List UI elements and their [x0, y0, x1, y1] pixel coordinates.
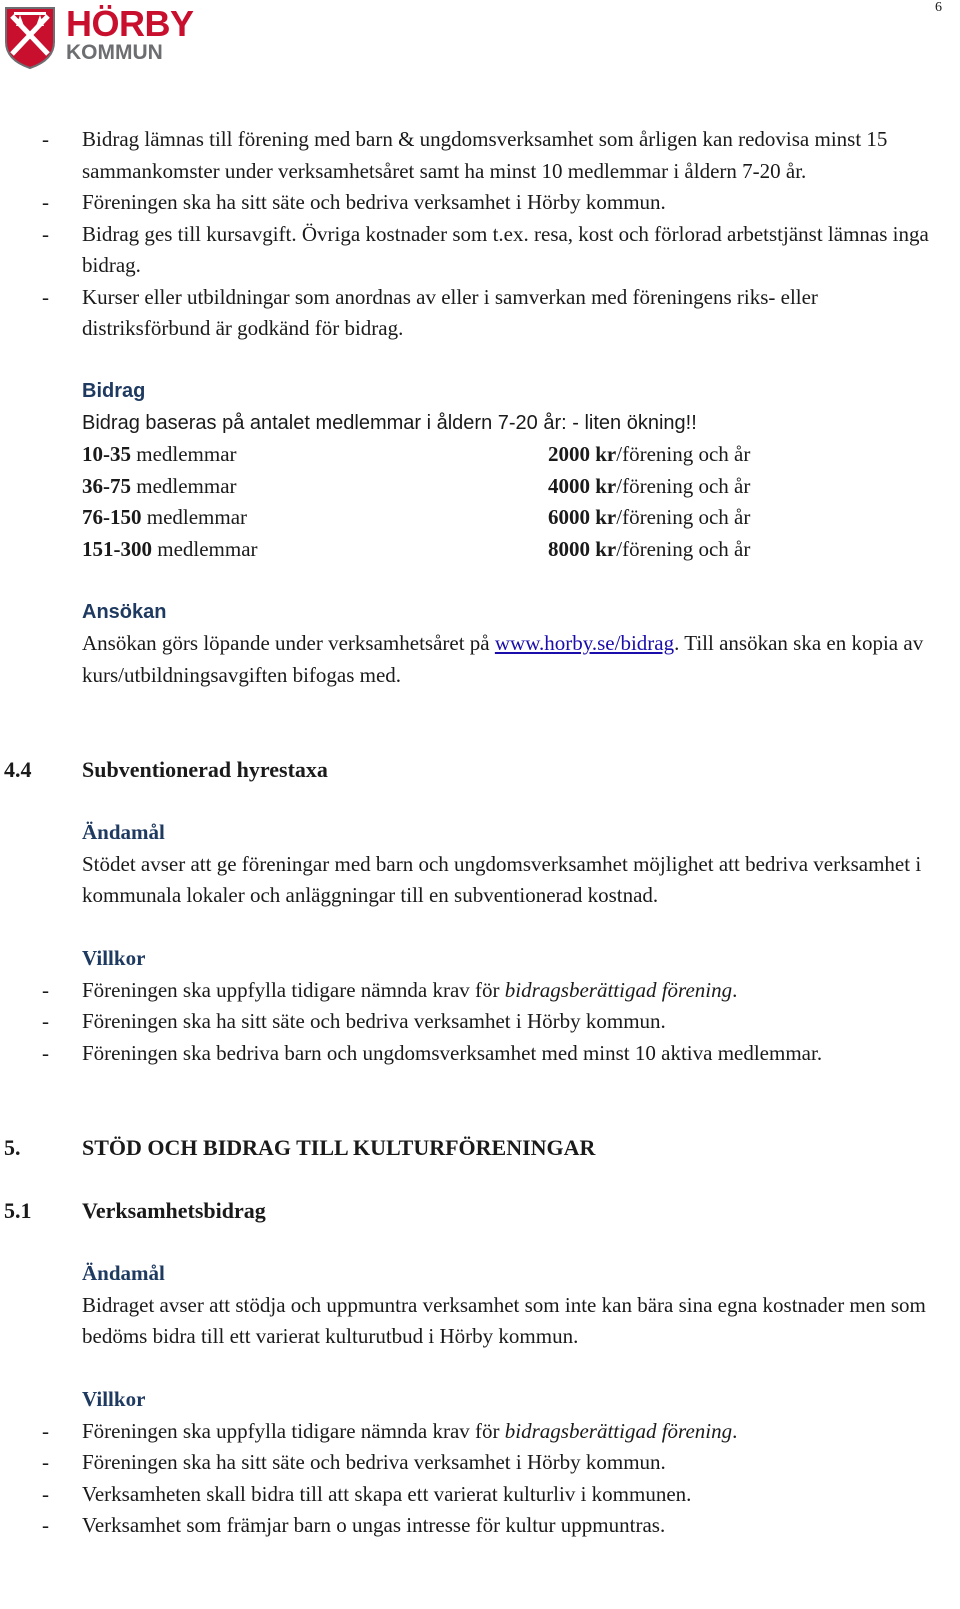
bidrag-link[interactable]: www.horby.se/bidrag: [494, 631, 675, 655]
andamal-text: Stödet avser att ge föreningar med barn och ungdomsverksamhet möjlighet att bedriva verksamhet i kommunala lokaler och anläggningar till en subventionerad kostnad.: [82, 851, 922, 907]
list-item: - Föreningen ska uppfylla tidigare nämnda krav för bidragsberättigad förening.: [42, 977, 738, 1002]
ansokan-text: Ansökan görs löpande under verksamhetsåret på www.horby.se/bidrag. Till ansökan ska en kopia av kurs/utbildningsavgiften bifogas med.: [82, 631, 924, 687]
andamal-heading: Ändamål: [82, 1261, 165, 1285]
bidrag-intro: Bidrag baseras på antalet medlemmar i åldern 7-20 år: - liten ökning!!: [82, 411, 697, 434]
table-row: 76-150 medlemmar 6000 kr/förening och år: [82, 505, 751, 529]
horby-kommun-logo: [4, 3, 194, 72]
list-item: - Verksamheten skall bidra till att skapa ett varierat kulturliv i kommunen.: [42, 1481, 692, 1506]
coat-of-arms-icon: [4, 6, 56, 70]
document-body: [0, 124, 960, 1542]
list-item: - Bidrag lämnas till förening med barn & ungdomsverksamhet som årligen kan redovisa minst 15 sammankomster under verksamhetsåret samt ha minst 10 medlemmar i åldern 7-20 år.: [42, 127, 888, 183]
list-item: - Föreningen ska ha sitt säte och bedriva verksamhet i Hörby kommun.: [42, 190, 666, 214]
list-item: - Bidrag ges till kursavgift. Övriga kostnader som t.ex. resa, kost och förlorad arbetstjänst lämnas inga bidrag.: [42, 221, 929, 277]
logo-text-kommun: KOMMUN: [66, 41, 163, 64]
andamal-heading: Ändamål: [82, 820, 165, 844]
table-row: 151-300 medlemmar 8000 kr/förening och år: [82, 536, 751, 561]
villkor-heading: Villkor: [82, 946, 146, 970]
villkor-heading: Villkor: [82, 1387, 146, 1411]
table-row: 36-75 medlemmar 4000 kr/förening och år: [82, 473, 751, 498]
section-heading-5-1: 5.1 Verksamhetsbidrag: [4, 1198, 266, 1223]
table-row: 10-35 medlemmar 2000 kr/förening och år: [82, 442, 751, 466]
list-item: - Föreningen ska uppfylla tidigare nämnda krav för bidragsberättigad förening.: [42, 1418, 738, 1443]
list-item: - Föreningen ska ha sitt säte och bedriva verksamhet i Hörby kommun.: [42, 1450, 666, 1474]
list-item: - Verksamhet som främjar barn o ungas intresse för kultur uppmuntras.: [42, 1513, 666, 1537]
bidrag-heading: Bidrag: [82, 380, 146, 402]
logo-text-horby: HÖRBY: [66, 3, 194, 44]
section-heading-5: 5. STÖD OCH BIDRAG TILL KULTURFÖRENINGAR: [4, 1135, 596, 1160]
ansokan-heading: Ansökan: [82, 600, 167, 623]
list-item: - Kurser eller utbildningar som anordnas av eller i samverkan med föreningens riks- eller distriksförbund är godkänd för bidrag.: [42, 284, 818, 340]
section-heading-4-4: 4.4 Subventionerad hyrestaxa: [4, 757, 328, 782]
andamal-text: Bidraget avser att stödja och uppmuntra verksamhet som inte kan bära sina egna kostnader men som bedöms bidra till ett varierat kulturutbud i Hörby kommun.: [82, 1292, 926, 1348]
page-number: 6: [935, 0, 942, 15]
bidrag-table: [0, 439, 960, 565]
list-item: - Föreningen ska bedriva barn och ungdomsverksamhet med minst 10 aktiva medlemmar.: [42, 1040, 823, 1065]
list-item: - Föreningen ska ha sitt säte och bedriva verksamhet i Hörby kommun.: [42, 1009, 666, 1033]
